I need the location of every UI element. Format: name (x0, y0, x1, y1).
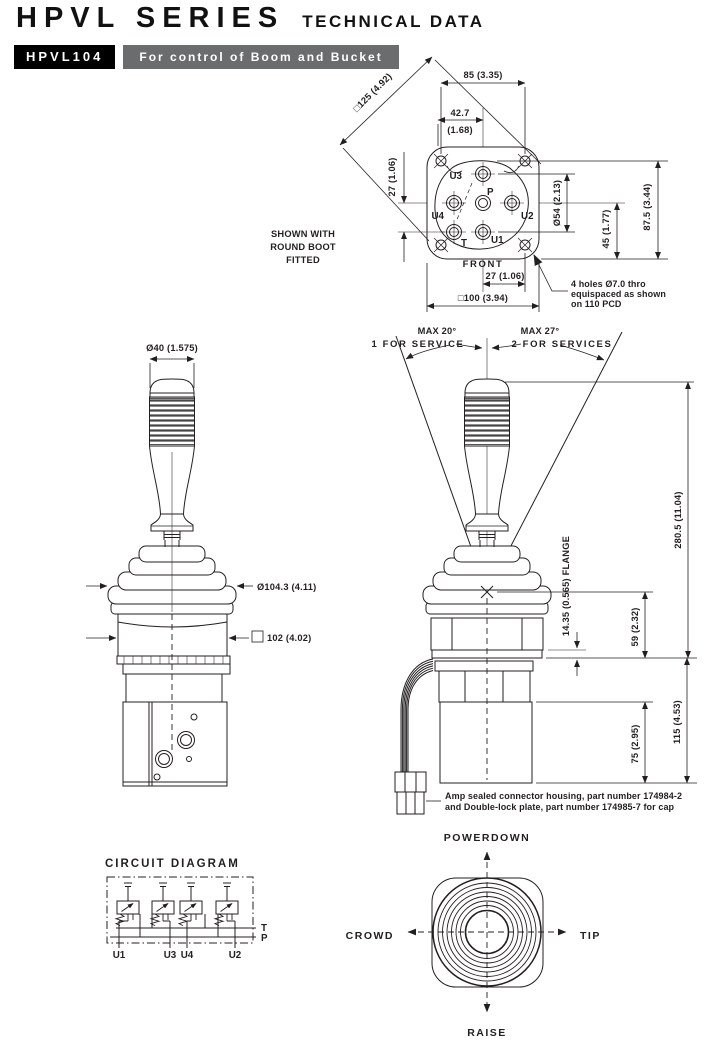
svg-text:4 holes Ø7.0 thro: 4 holes Ø7.0 thro (571, 279, 646, 289)
service-1-label: 1 FOR SERVICE (371, 339, 465, 350)
dim-boot-square (86, 631, 311, 643)
circuit-label-t: T (261, 923, 267, 934)
valve-symbol (179, 883, 202, 926)
port-label-u2: U2 (521, 211, 534, 222)
port-label-u3: U3 (449, 171, 462, 182)
circuit-label-u2: U2 (228, 950, 242, 961)
max-20-label: MAX 20° (417, 326, 457, 336)
model-description-badge: For control of Boom and Bucket (123, 45, 398, 69)
circuit-label-u1: U1 (112, 950, 126, 961)
circuit-label-u4: U4 (180, 950, 194, 961)
svg-text:59 (2.32): 59 (2.32) (630, 607, 640, 647)
side-view-right (372, 326, 697, 814)
front-label: FRONT (462, 259, 504, 270)
port-label-u4: U4 (431, 211, 444, 222)
svg-text:27 (1.06): 27 (1.06) (387, 157, 397, 197)
svg-text:□125 (4.92): □125 (4.92) (351, 71, 394, 114)
page-title: HPVL SERIES (16, 2, 285, 34)
direction-raise: RAISE (467, 1027, 507, 1039)
port-label-t: T (461, 238, 467, 249)
circuit-label-p: P (261, 933, 268, 944)
circuit-title: CIRCUIT DIAGRAM (105, 858, 240, 870)
connector-note (445, 791, 682, 812)
page-subtitle: TECHNICAL DATA (302, 12, 485, 31)
svg-text:42.7: 42.7 (450, 108, 470, 118)
holes-note (534, 255, 666, 309)
svg-text:75 (2.95): 75 (2.95) (630, 724, 640, 764)
svg-text:45 (1.77): 45 (1.77) (601, 209, 611, 249)
direction-powerdown: POWERDOWN (443, 832, 531, 844)
dim-flange (548, 536, 586, 676)
mounting-face-view (270, 57, 668, 312)
svg-text:85 (3.35): 85 (3.35) (463, 70, 503, 80)
port-label-p: P (487, 187, 494, 198)
svg-text:280.5 (11.04): 280.5 (11.04) (673, 491, 683, 549)
svg-text:27 (1.06): 27 (1.06) (485, 271, 525, 281)
svg-text:14.35 (0.565) FLANGE: 14.35 (0.565) FLANGE (561, 535, 571, 637)
svg-text:□100 (3.94): □100 (3.94) (457, 293, 509, 303)
svg-text:Ø104.3 (4.11): Ø104.3 (4.11) (257, 582, 317, 592)
svg-text:Ø54 (2.13): Ø54 (2.13) (552, 179, 562, 227)
direction-tip: TIP (580, 930, 601, 942)
svg-text:SHOWN WITH: SHOWN WITH (271, 229, 335, 239)
cable-and-connector (395, 659, 441, 814)
svg-text:Amp sealed connector housing,: Amp sealed connector housing, part number 174984-2 (445, 791, 683, 801)
port-label-u1: U1 (491, 235, 504, 246)
svg-text:87.5 (3.44): 87.5 (3.44) (642, 183, 652, 231)
circuit-label-u3: U3 (163, 950, 177, 961)
boot-note (270, 229, 336, 265)
svg-text:102 (4.02): 102 (4.02) (267, 633, 312, 643)
svg-text:115 (4.53): 115 (4.53) (672, 700, 682, 744)
svg-text:FITTED: FITTED (286, 255, 320, 265)
circuit-diagram (105, 858, 268, 961)
angle-annotations (372, 326, 613, 360)
svg-text:and Double-lock plate, part nu: and Double-lock plate, part number 174985-7 for cap (445, 802, 675, 812)
model-badge: HPVL104 (14, 45, 115, 69)
dim-overall-height (505, 382, 694, 658)
dim-42-7 (438, 108, 483, 146)
dim-75 (536, 702, 653, 783)
svg-text:ROUND BOOT: ROUND BOOT (270, 242, 336, 252)
svg-text:on 110 PCD: on 110 PCD (571, 299, 622, 309)
service-2-label: 2 FOR SERVICES (511, 339, 613, 350)
valve-symbol (116, 883, 139, 926)
svg-text:Ø40 (1.575): Ø40 (1.575) (146, 343, 198, 353)
operation-compass (346, 832, 601, 1039)
svg-text:equispaced as shown: equispaced as shown (571, 289, 666, 299)
side-view-left (86, 343, 316, 786)
direction-crowd: CROWD (345, 930, 394, 942)
dim-115 (536, 658, 697, 783)
max-27-label: MAX 27° (520, 326, 560, 336)
left-lower-body (117, 614, 230, 786)
svg-text:(1.68): (1.68) (447, 125, 473, 135)
valve-symbol (151, 883, 174, 926)
